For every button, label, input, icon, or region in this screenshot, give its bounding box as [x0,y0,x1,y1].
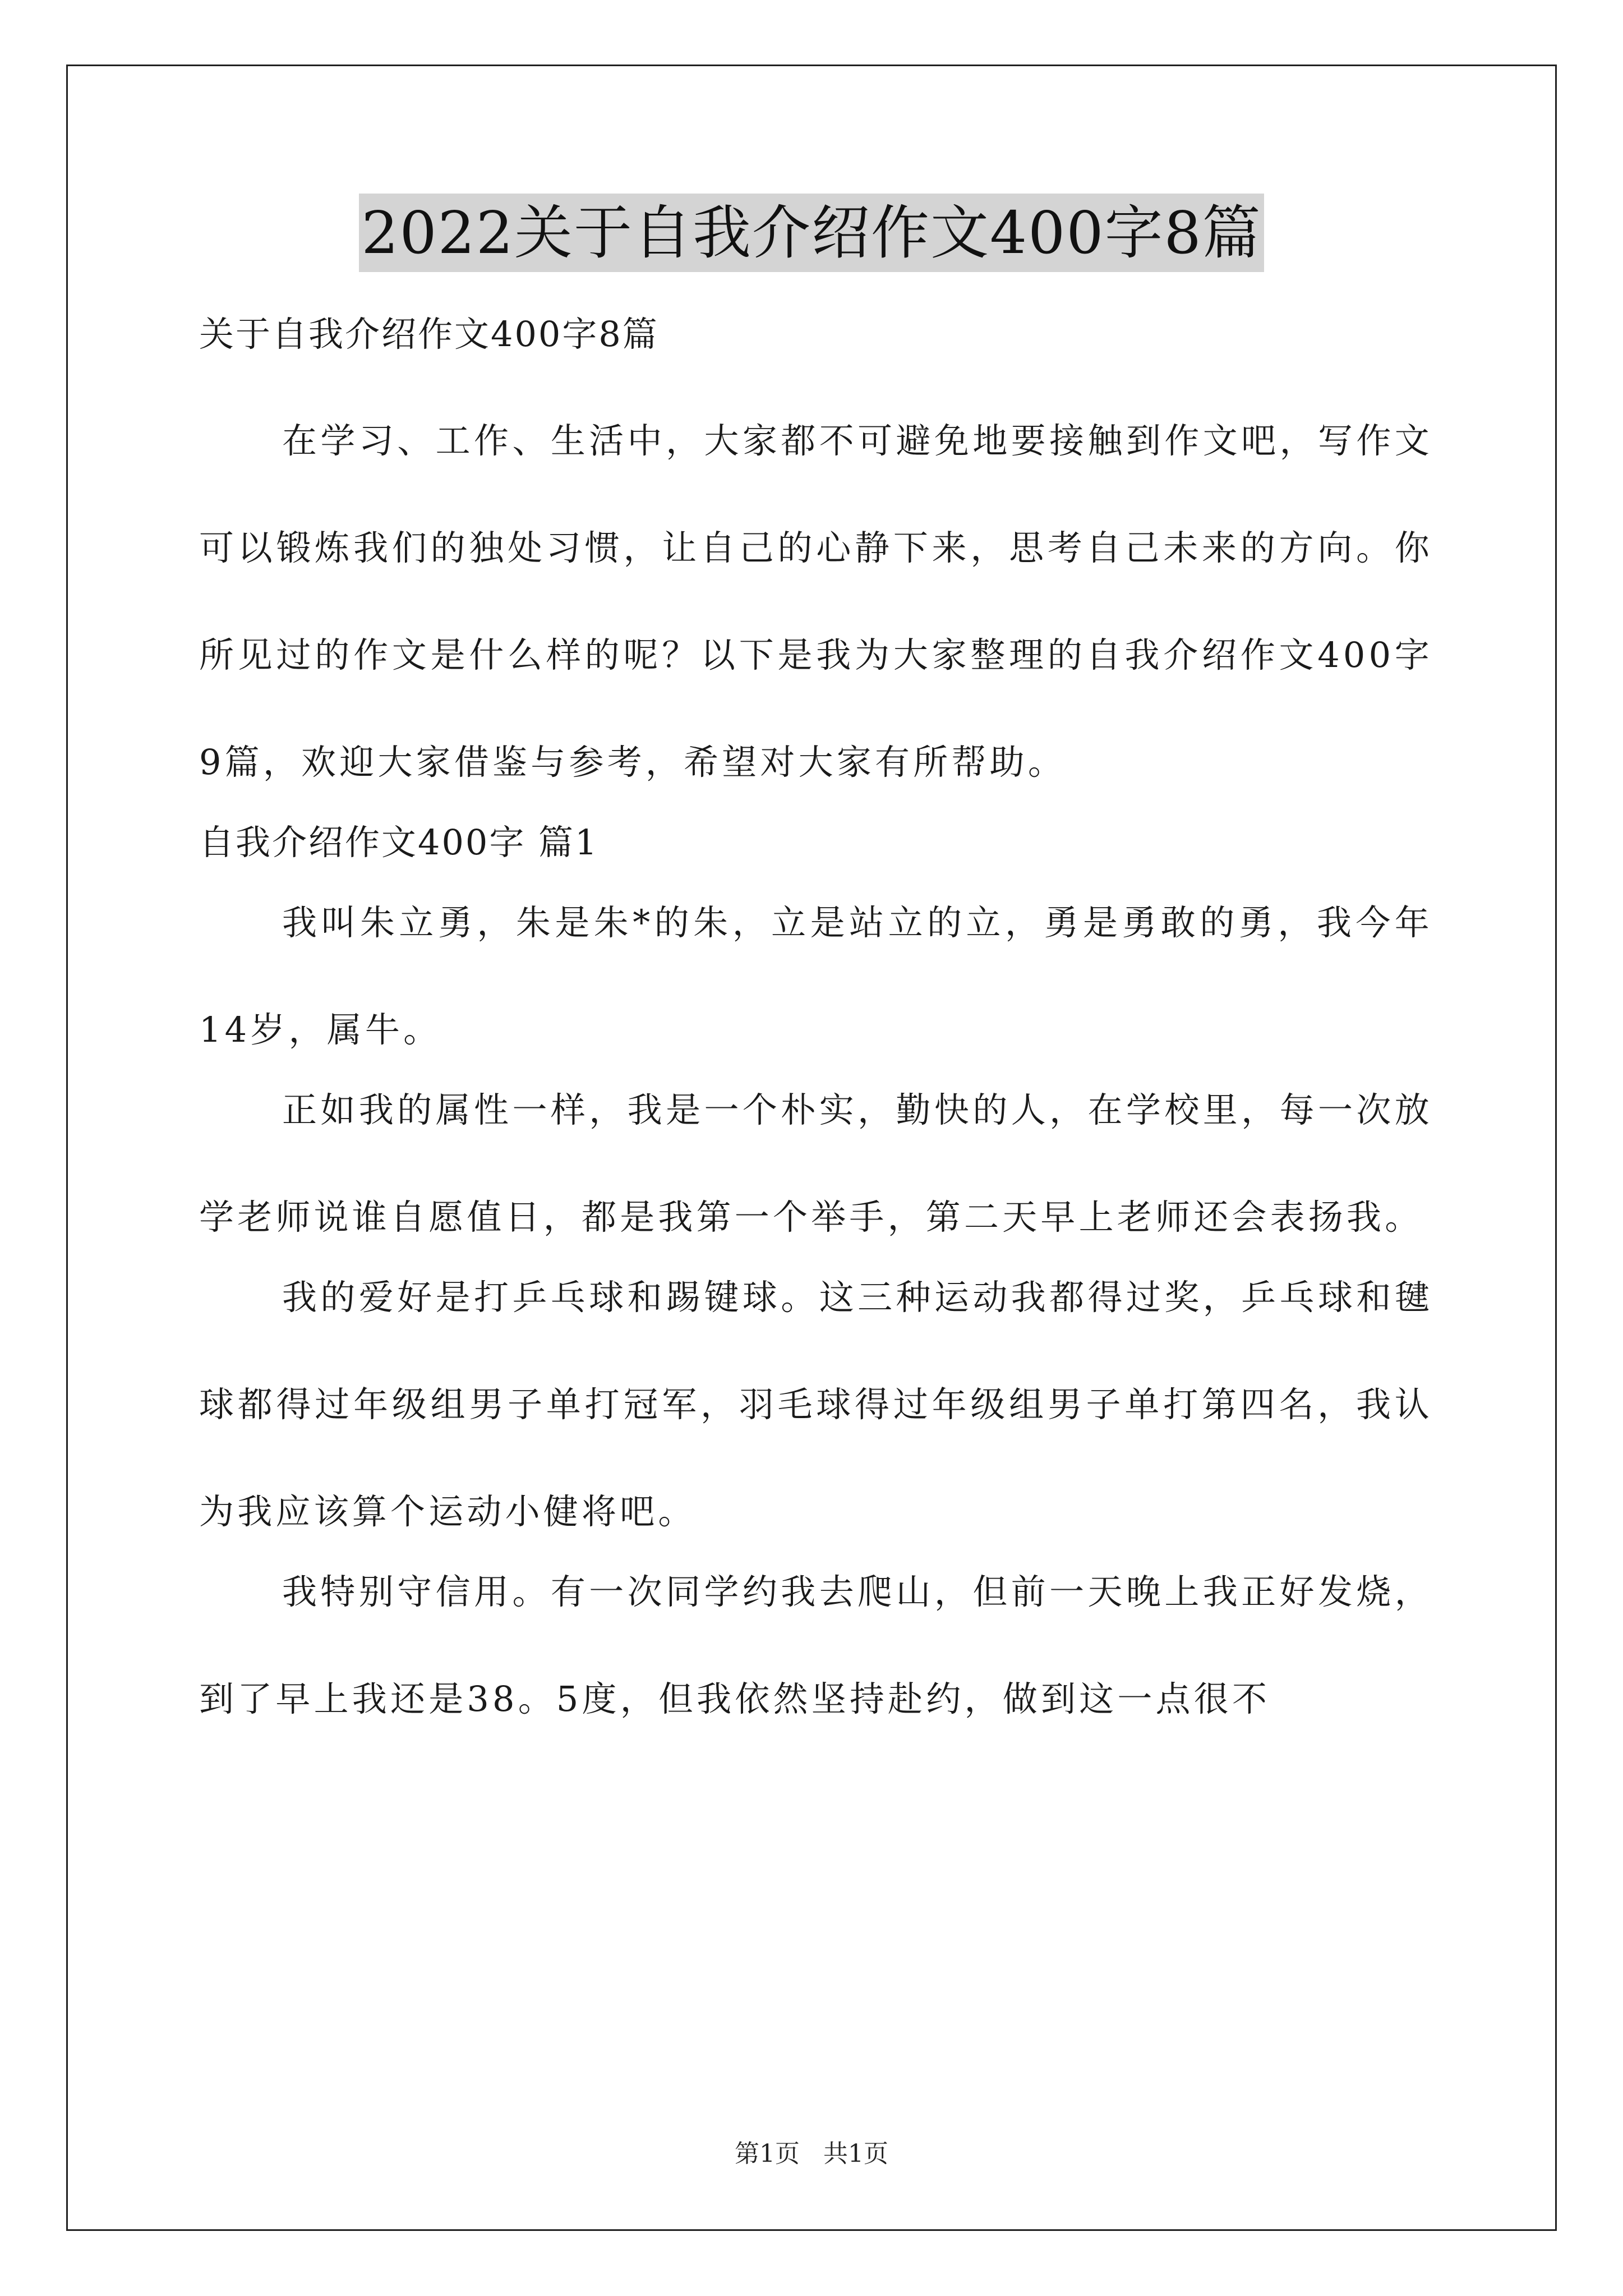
page-total: 共1页 [823,2139,888,2168]
page-footer [0,2137,1623,2171]
document-subtitle: 关于自我介绍作文400字8篇 [199,314,659,355]
document-body [199,307,1433,1752]
intro-paragraph: 在学习、工作、生活中，大家都不可避免地要接触到作文吧，写作文可以锻炼我们的独处习惯，让自己的心静下来，思考自己未来的方向。你所见过的作文是什么样的呢？以下是我为大家整理的自我介绍作文400字9篇，欢迎大家借鉴与参考，希望对大家有所帮助。 [199,420,1433,783]
body-paragraph-3: 我的爱好是打乒乓球和踢键球。这三种运动我都得过奖，乒乓球和毽球都得过年级组男子单打冠军，羽毛球得过年级组男子单打第四名，我认为我应该算个运动小健将吧。 [199,1277,1433,1532]
document-title: 2022关于自我介绍作文400字8篇 [359,194,1264,272]
title-container [0,194,1623,272]
body-paragraph-2: 正如我的属性一样，我是一个朴实，勤快的人，在学校里，每一次放学老师说谁自愿值日，都是我第一个举手，第二天早上老师还会表扬我。 [199,1089,1433,1237]
page-number: 第1页 [735,2139,800,2168]
body-paragraph-4: 我特别守信用。有一次同学约我去爬山，但前一天晚上我正好发烧，到了早上我还是38。5度，但我依然坚持赴约，做到这一点很不 [199,1571,1433,1719]
section-heading: 自我介绍作文400字 篇1 [199,822,599,863]
body-paragraph-1: 我叫朱立勇，朱是朱*的朱，立是站立的立，勇是勇敢的勇，我今年14岁，属牛。 [199,902,1433,1050]
